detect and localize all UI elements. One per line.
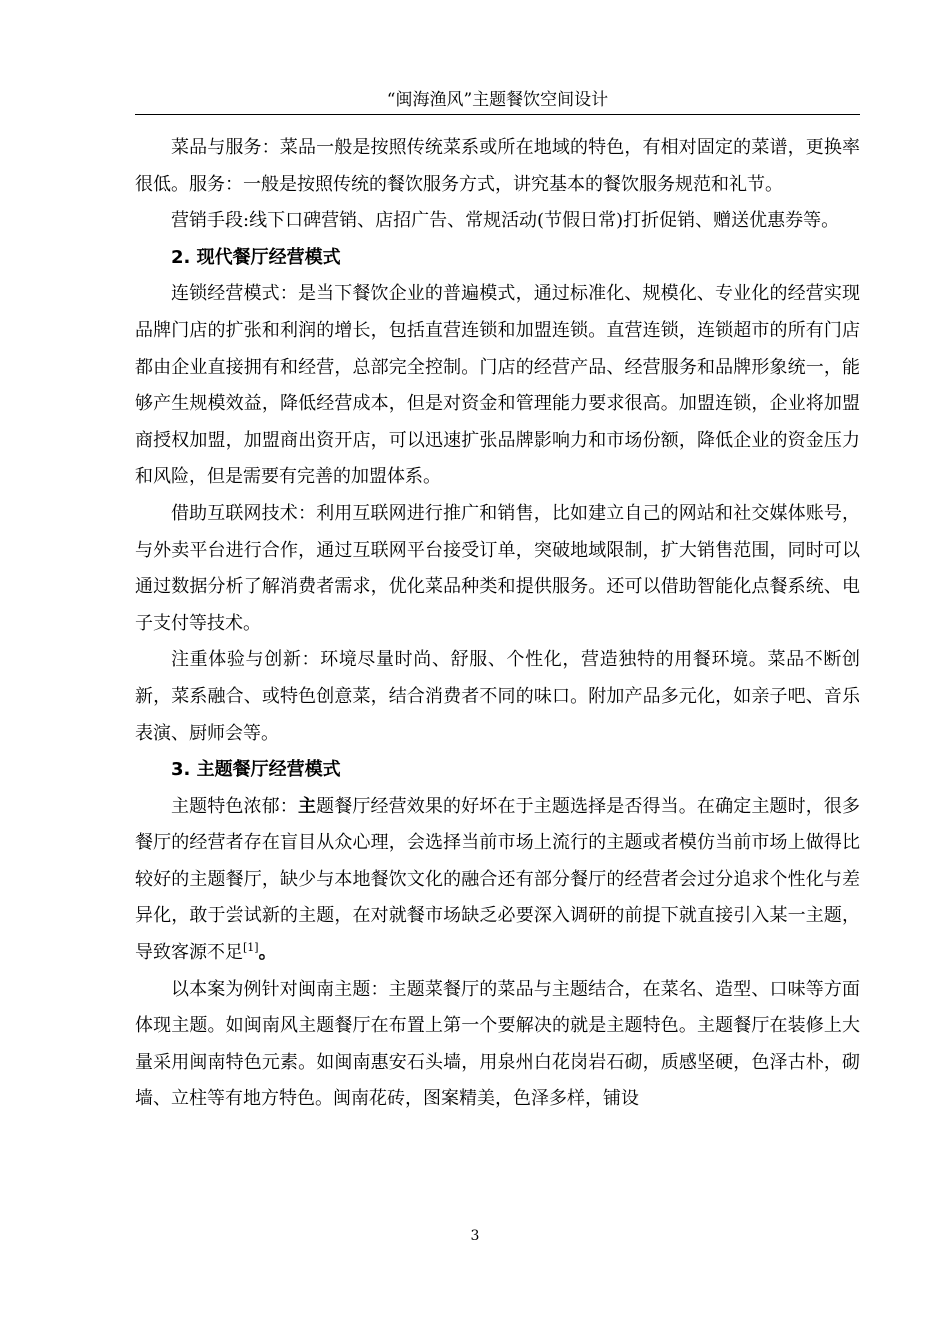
paragraph-dishes-service: 菜品与服务：菜品一般是按照传统菜系或所在地域的特色，有相对固定的菜谱，更换率很低。服务：一般是按照传统的餐饮服务方式，讲究基本的餐饮服务规范和礼节。: [135, 137, 860, 195]
paragraph-internet: 借助互联网技术：利用互联网进行推广和销售，比如建立自己的网站和社交媒体账号，与外卖平台进行合作，通过互联网平台接受订单，突破地域限制，扩大销售范围，同时可以通过数据分析了解消费者需求，优化菜品种类和提供服务。还可以借助智能化点餐系统、电子支付等技术。: [135, 502, 860, 634]
section-heading-modern: 2. 现代餐厅经营模式: [171, 246, 341, 268]
paragraph-chain-operation: 连锁经营模式：是当下餐饮企业的普遍模式，通过标准化、规模化、专业化的经营实现品牌门店的扩张和利润的增长，包括直营连锁和加盟连锁。直营连锁，连锁超市的所有门店都由企业直接拥有和经营，总部完全控制。门店的经营产品、经营服务和品牌形象统一，能够产生规模效益，降低经营成本，但是对资金和管理能力要求很高。加盟连锁，企业将加盟商授权加盟，加盟商出资开店，可以迅速扩张品牌影响力和市场份额，降低企业的资金压力和风险，但是需要有完善的加盟体系。: [135, 283, 860, 488]
paragraph-marketing: 营销手段:线下口碑营销、店招广告、常规活动(节假日常)打折促销、赠送优惠券等。: [171, 210, 840, 232]
paragraph-experience: 注重体验与创新：环境尽量时尚、舒服、个性化，营造独特的用餐环境。菜品不断创新，菜系融合、或特色创意菜，结合消费者不同的味口。附加产品多元化，如亲子吧、音乐表演、厨师会等。: [135, 649, 860, 744]
citation-ref[interactable]: [1]: [243, 941, 259, 955]
document-body: [135, 130, 860, 1118]
theme-feature-text: 题餐厅经营效果的好坏在于主题选择是否得当。在确定主题时，很多餐厅的经营者存在盲目从众心理，会选择当前市场上流行的主题或者模仿当前市场上做得比较好的主题餐厅，缺少与本地餐饮文化的融合还有部分餐厅的经营者会过分追求个性化与差异化，敢于尝试新的主题，在对就餐市场缺乏必要深入调研的前提下就直接引入某一主题，导致客源不足: [135, 795, 861, 964]
paragraph-minnan-case: 以本案为例针对闽南主题：主题菜餐厅的菜品与主题结合，在菜名、造型、口味等方面体现主题。如闽南风主题餐厅在布置上第一个要解决的就是主题特色。主题餐厅在装修上大量采用闽南特色元素。如闽南惠安石头墙，用泉州白花岗岩石砌，质感坚硬，色泽古朴，砌墙、立柱等有地方特色。闽南花砖，图案精美，色泽多样，铺设: [135, 978, 860, 1110]
page-number: 3: [470, 1228, 480, 1244]
page-header: [135, 88, 860, 115]
theme-feature-bold-char: 主: [297, 795, 317, 817]
theme-feature-lead: 主题特色浓郁：: [171, 795, 298, 817]
paragraph-theme-feature: [135, 789, 860, 972]
section-heading-theme: 3. 主题餐厅经营模式: [171, 759, 341, 781]
header-title: “闽海渔风”主题餐饮空间设计: [386, 90, 609, 110]
theme-feature-end: 。: [258, 942, 277, 964]
page-footer: [0, 1228, 950, 1244]
